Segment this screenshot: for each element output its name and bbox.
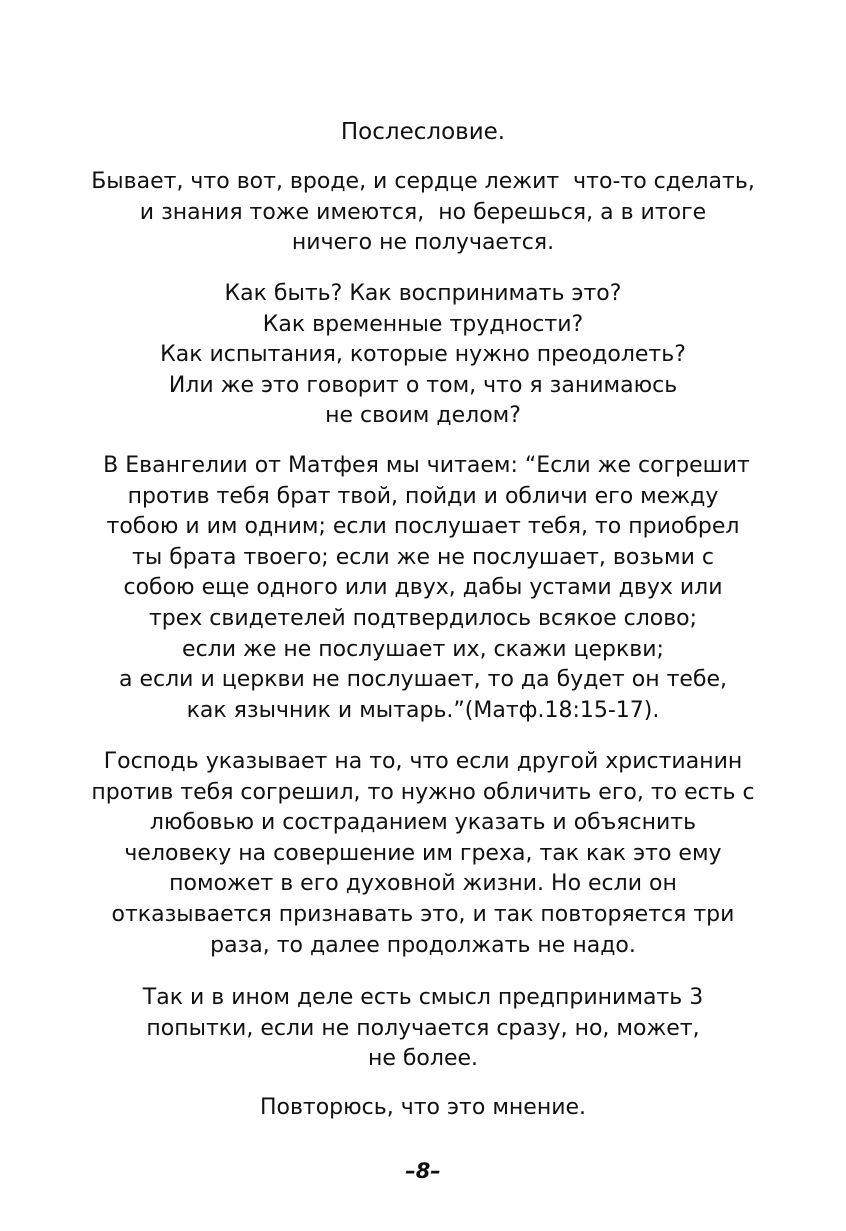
paragraph-6 <box>0 1093 846 1124</box>
paragraph-line: собою еще одного или двух, дабы устами двух или <box>123 575 723 601</box>
paragraph-line: против тебя согрешил, то нужно обличить его, то есть с <box>91 779 755 805</box>
paragraph-4 <box>0 747 846 961</box>
paragraph-line: Повторюсь, что это мнение. <box>259 1095 587 1120</box>
paragraph-line: поможет в его духовной жизни. Но если он <box>169 871 677 897</box>
paragraph-line: Как быть? Как воспринимать это? <box>224 281 622 306</box>
paragraph-1 <box>0 167 846 259</box>
paragraph-line: Или же это говорит о том, что я занимаюсь <box>168 372 678 398</box>
paragraph-line: В Евангелии от Матфея мы читаем: “Если же согрешит <box>96 453 750 478</box>
paragraph-line: ты брата твоего; если же не послушает, возьми с <box>132 544 714 570</box>
paragraph-line: человеку на совершение им греха, так как это ему <box>124 840 722 866</box>
paragraph-line: как язычник и мытарь.”(Матф.18:15-17). <box>186 697 660 723</box>
paragraph-2 <box>0 279 846 432</box>
page-title: Послесловие. <box>340 119 506 145</box>
paragraph-line: не более. <box>367 1046 479 1072</box>
paragraph-line: против тебя брат твой, пойди и обличи его между <box>127 483 719 509</box>
paragraph-line: Господь указывает на то, что если другой христианин <box>103 749 743 774</box>
paragraph-line: не своим делом? <box>325 403 521 429</box>
paragraph-line: а если и церкви не послушает, то да будет он тебе, <box>118 667 728 693</box>
paragraph-line: Бывает, что вот, вроде, и сердце лежит что-то сделать, <box>91 169 755 194</box>
paragraph-line: любовью и состраданием указать и объяснить <box>149 810 697 836</box>
paragraph-line: и знания тоже имеются, но берешься, а в итоге <box>139 199 707 225</box>
paragraph-line: Так и в ином деле есть смысл предпринимать 3 <box>142 985 704 1010</box>
paragraph-line: отказывается признавать это, и так повторяется три <box>111 901 735 927</box>
paragraph-line: Как испытания, которые нужно преодолеть? <box>160 342 686 368</box>
paragraph-line: Как временные трудности? <box>262 311 584 337</box>
paragraph-line: ничего не получается. <box>291 230 555 256</box>
paragraph-line: тобою и им одним; если послушает тебя, то приобрел <box>106 514 740 540</box>
paragraph-line: если же не послушает их, скажи церкви; <box>182 636 664 662</box>
paragraph-3 <box>0 451 846 726</box>
page-number: –8– <box>405 1159 441 1183</box>
paragraph-line: раза, то далее продолжать не надо. <box>210 932 636 958</box>
paragraph-line: попытки, если не получается сразу, но, может, <box>146 1015 700 1041</box>
paragraph-5 <box>0 983 846 1075</box>
paragraph-line: трех свидетелей подтвердилось всякое слово; <box>148 605 698 631</box>
